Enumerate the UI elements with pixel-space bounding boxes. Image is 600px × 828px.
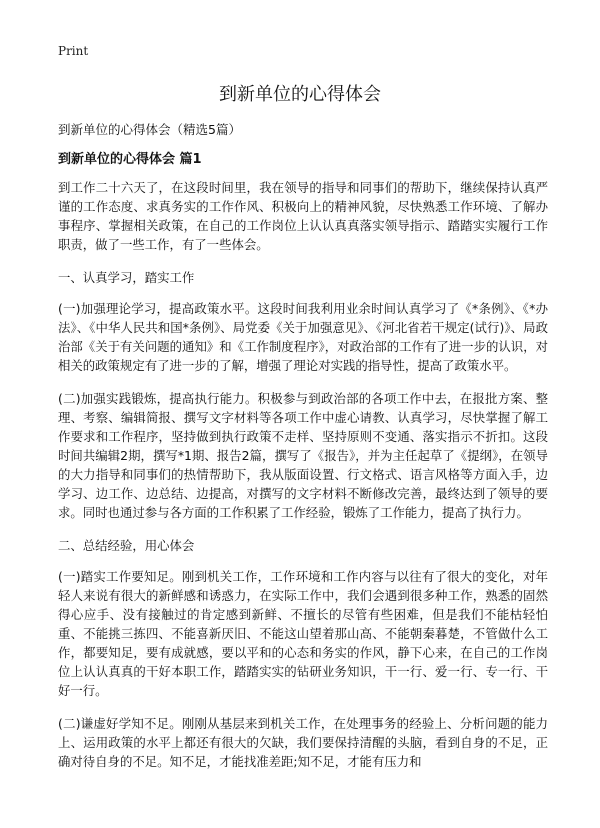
print-link[interactable]: Print xyxy=(58,44,89,58)
subheading-experience: 二、总结经验，用心体会 xyxy=(58,538,195,553)
document-subtitle: 到新单位的心得体会（精选5篇） xyxy=(58,122,241,137)
paragraph-theory: (一)加强理论学习，提高政策水平。这段时间我利用业余时间认真学习了《*条例》、《*办法》、《中华人民共和国*条例》、局党委《关于加强意见》、《河北省若干规定(试行)》、局政治部《关于有关问题的通知》和《工作制度程序》，对政治部的工作有了进一步的认识，对相关的政策规定有了进一步的了解，增强了理论对实践的指导性，提高了政策水平。 xyxy=(58,301,548,373)
section-heading: 到新单位的心得体会 篇1 xyxy=(58,152,202,167)
article-body xyxy=(58,178,548,785)
subheading-study: 一、认真学习，踏实工作 xyxy=(58,270,195,285)
paragraph-contentment: (一)踏实工作要知足。刚到机关工作，工作环境和工作内容与以往有了很大的变化，对年轻人来说有很大的新鲜感和诱惑力，在实际工作中，我们会遇到很多种工作，熟悉的固然得心应手、没有接触过的肯定感到新鲜、不擅长的尽管有些困难，但是我们不能枯轻怕重、不能挑三拣四、不能喜新厌旧、不能这山望着那山高、不能朝秦暮楚，不管做什么工作，都要知足，要有成就感，要以平和的心态和务实的作风，静下心来，在自己的工作岗位上认认真真的干好本职工作，踏踏实实的钻研业务知识，干一行、爱一行、专一行、干好一行。 xyxy=(58,569,548,698)
page-title: 到新单位的心得体会 xyxy=(219,84,381,105)
paragraph-practice: (二)加强实践锻炼，提高执行能力。积极参与到政治部的各项工作中去，在报批方案、整理、考察、编辑简报、撰写文字材料等各项工作中虚心请教、认真学习，尽快掌握了解工作要求和工作程序，坚持做到执行政策不走样、坚持原则不变通、落实指示不折扣。这段时间共编辑2期，撰写*1期、报告2篇，撰写了《报告》，并为主任起草了《提纲》，在领导的大力指导和同事们的热情帮助下，我从版面设置、行文格式、语言风格等方面入手，边学习、边工作、边总结、边提高，对撰写的文字材料不断修改完善，最终达到了领导的要求。同时也通过参与各方面的工作积累了工作经验，锻炼了工作能力，提高了执行力。 xyxy=(58,391,548,520)
paragraph-humility: (二)谦虚好学知不足。刚刚从基层来到机关工作，在处理事务的经验上、分析问题的能力上、运用政策的水平上都还有很大的欠缺，我们要保持清醒的头脑，看到自身的不足，正确对待自身的不足。知不足，才能找准差距;知不足，才能有压力和 xyxy=(58,716,548,769)
paragraph-intro: 到工作二十六天了，在这段时间里，我在领导的指导和同事们的帮助下，继续保持认真严谨的工作态度、求真务实的工作作风、积极向上的精神风貌，尽快熟悉工作环境、了解办事程序、掌握相关政策，在自己的工作岗位上认认真真落实领导指示、踏踏实实履行工作职责，做了一些工作，有了一些体会。 xyxy=(58,180,548,252)
